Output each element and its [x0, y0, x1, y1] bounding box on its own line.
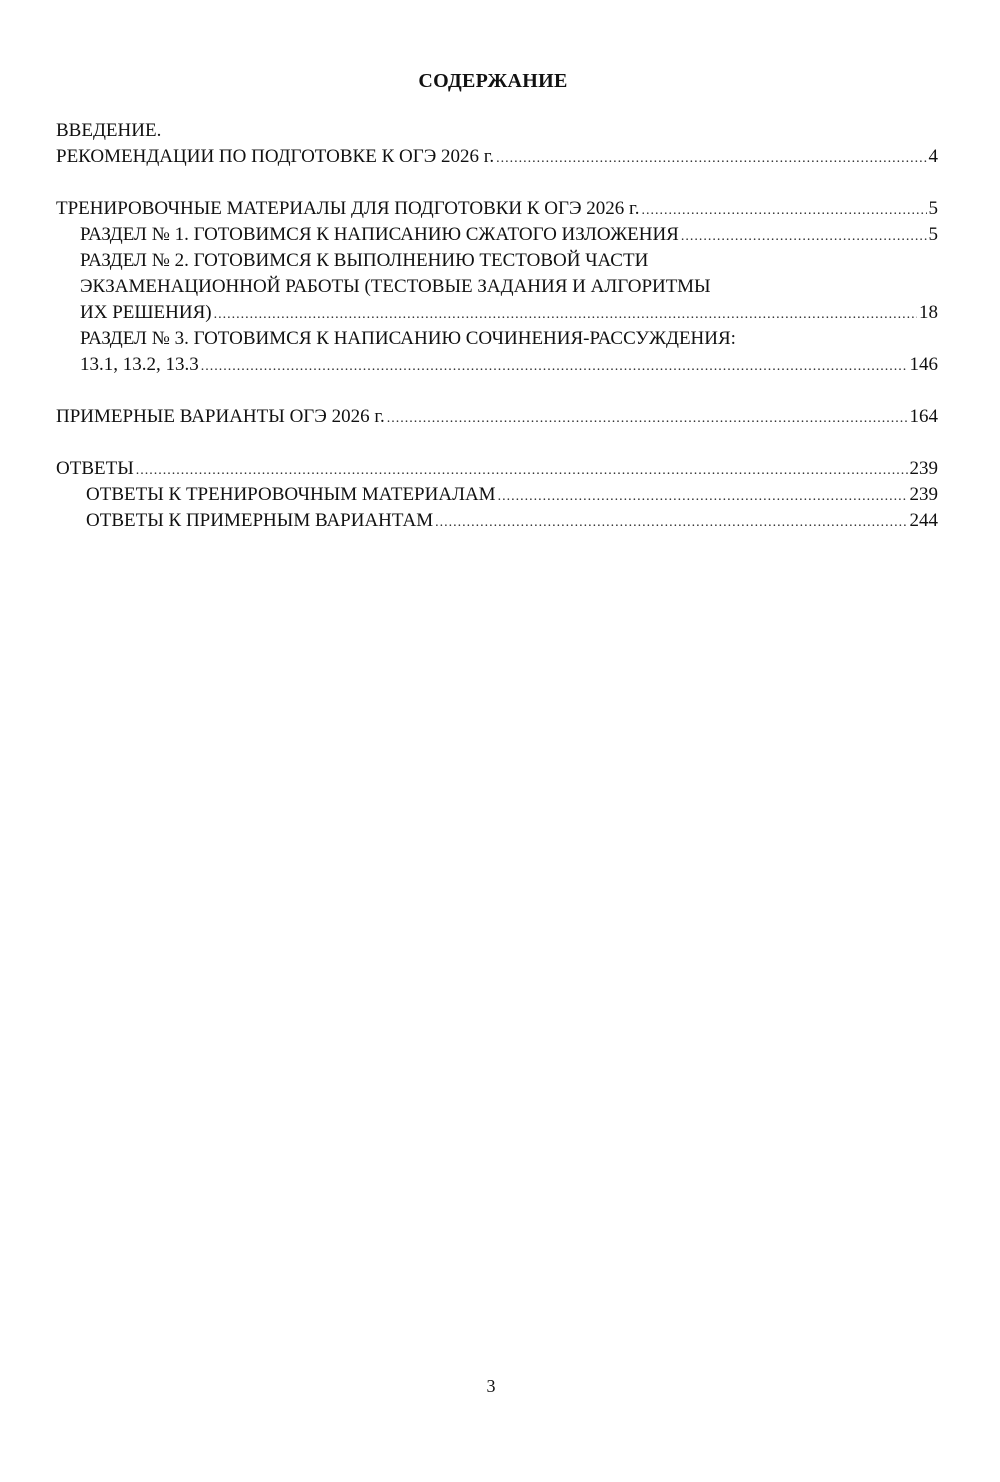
toc-entry-text: ИХ РЕШЕНИЯ): [80, 302, 212, 323]
toc-entry-section-2-line-3: [56, 300, 938, 326]
spacer: [56, 430, 938, 456]
toc-page-number: 164: [909, 406, 938, 427]
toc-entry-text: ВВЕДЕНИЕ.: [56, 120, 162, 141]
toc-page-number: 244: [909, 510, 938, 531]
toc-page-number: 239: [909, 458, 938, 479]
toc-page-number: 5: [928, 198, 938, 219]
toc-entry-training-materials: [56, 196, 938, 222]
page-title: СОДЕРЖАНИЕ: [418, 70, 568, 92]
toc-entry-introduction: [56, 118, 938, 144]
toc-entry-answers: [56, 456, 938, 482]
dot-leader: [214, 302, 917, 328]
spacer: [56, 170, 938, 196]
toc-entry-text: ОТВЕТЫ: [56, 458, 134, 479]
dot-leader: [641, 198, 926, 224]
toc-entry-text: РАЗДЕЛ № 1. ГОТОВИМСЯ К НАПИСАНИЮ СЖАТОГО ИЗЛОЖЕНИЯ: [80, 224, 679, 245]
toc-entry-answers-training: [56, 482, 938, 508]
toc-entry-answers-variants: [56, 508, 938, 534]
toc-entry-section-3-line-2: [56, 352, 938, 378]
toc-entry-text: ТРЕНИРОВОЧНЫЕ МАТЕРИАЛЫ ДЛЯ ПОДГОТОВКИ К ОГЭ 2026 г.: [56, 198, 640, 219]
spacer: [56, 378, 938, 404]
toc-entry-section-2-line-1: [56, 248, 938, 274]
toc-entry-section-3-line-1: [56, 326, 938, 352]
toc-page-number: 4: [928, 146, 938, 167]
table-of-contents: [56, 118, 938, 534]
dot-leader: [435, 510, 907, 536]
toc-page-number: 239: [909, 484, 938, 505]
toc-entry-section-1: [56, 222, 938, 248]
dot-leader: [496, 146, 926, 172]
dot-leader: [136, 458, 908, 484]
toc-page-number: 146: [909, 354, 938, 375]
toc-entry-text: ОТВЕТЫ К ТРЕНИРОВОЧНЫМ МАТЕРИАЛАМ: [86, 484, 496, 505]
toc-entry-text: РАЗДЕЛ № 3. ГОТОВИМСЯ К НАПИСАНИЮ СОЧИНЕНИЯ-РАССУЖДЕНИЯ:: [80, 328, 736, 349]
toc-entry-text: ЭКЗАМЕНАЦИОННОЙ РАБОТЫ (ТЕСТОВЫЕ ЗАДАНИЯ И АЛГОРИТМЫ: [80, 276, 711, 297]
toc-page-number: 5: [928, 224, 938, 245]
dot-leader: [387, 406, 908, 432]
toc-entry-text: РАЗДЕЛ № 2. ГОТОВИМСЯ К ВЫПОЛНЕНИЮ ТЕСТОВОЙ ЧАСТИ: [80, 250, 649, 271]
toc-entry-text: ПРИМЕРНЫЕ ВАРИАНТЫ ОГЭ 2026 г.: [56, 406, 385, 427]
page-number: 3: [486, 1376, 496, 1396]
toc-entry-text: РЕКОМЕНДАЦИИ ПО ПОДГОТОВКЕ К ОГЭ 2026 г.: [56, 146, 495, 167]
toc-entry-sample-variants: [56, 404, 938, 430]
dot-leader: [201, 354, 908, 380]
dot-leader: [681, 224, 927, 250]
toc-entry-text: 13.1, 13.2, 13.3: [80, 354, 199, 375]
toc-entry-text: ОТВЕТЫ К ПРИМЕРНЫМ ВАРИАНТАМ: [86, 510, 434, 531]
toc-entry-recommendations: [56, 144, 938, 170]
toc-page-number: 18: [919, 302, 938, 323]
dot-leader: [498, 484, 908, 510]
toc-entry-section-2-line-2: [56, 274, 938, 300]
